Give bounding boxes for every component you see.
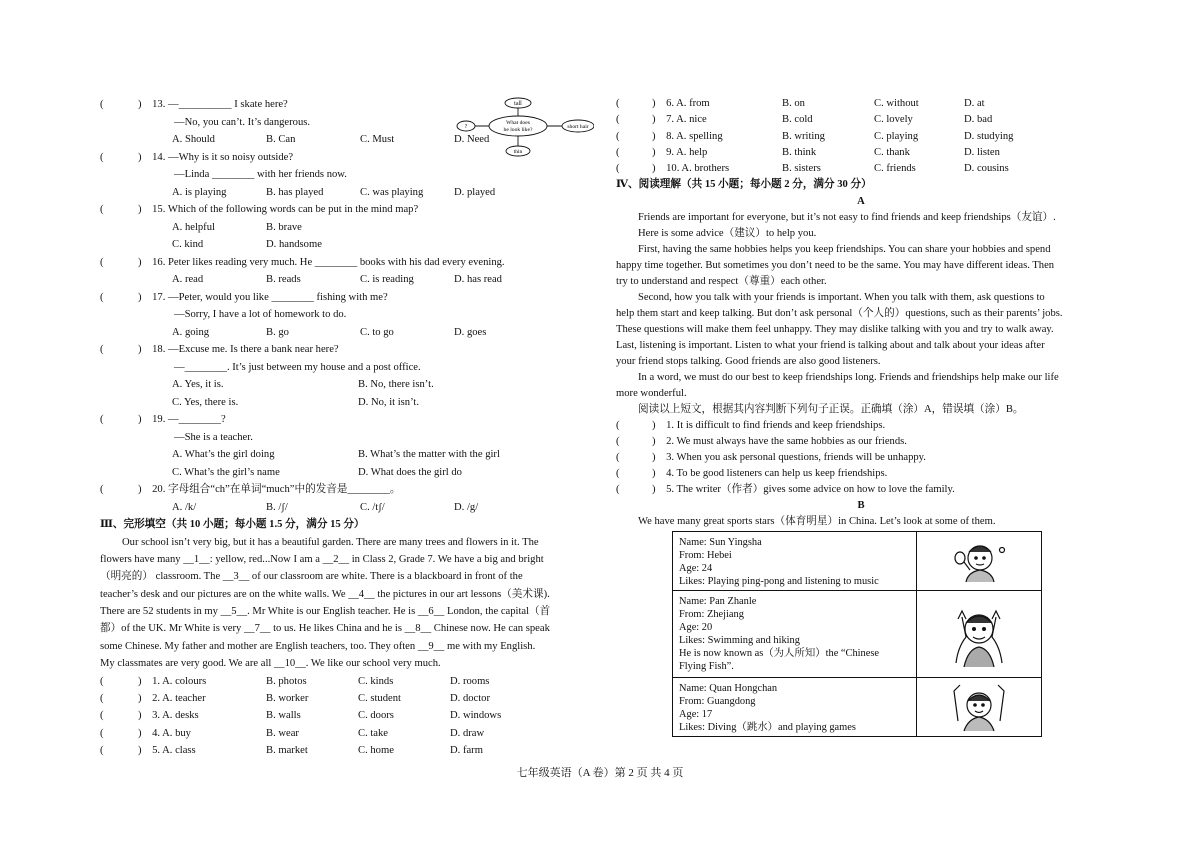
option-c[interactable]: C. lovely (874, 114, 913, 126)
option-b[interactable]: B. reads (266, 274, 301, 285)
question-17-reply: —Sorry, I have a lot of homework to do. (174, 309, 347, 320)
question-14-options (100, 184, 596, 202)
option-d[interactable]: D. draw (450, 727, 485, 739)
option-d[interactable]: D. /g/ (454, 501, 479, 513)
option-c[interactable]: C. take (358, 727, 389, 739)
cloze-option-row-10: ( ) 10. A. brothers B. sisters C. friends D. cousins (616, 161, 1106, 177)
sports-stars-table (672, 531, 1042, 737)
question-18: ( ) 18. —Excuse me. Is there a bank near here? (100, 344, 339, 355)
star-likes: Likes: Swimming and hiking (679, 635, 800, 646)
passage-a-line-3: First, having the same hobbies helps you keep friendships. You can share your hobbies and spend (638, 244, 1051, 256)
reading-section-title: Ⅳ、阅读理解（共 15 小题；每小题 2 分，满分 30 分） (616, 179, 872, 191)
star-from: From: Guangdong (679, 696, 756, 707)
option-d[interactable]: D. studying (964, 130, 1014, 142)
star-picture (917, 532, 1041, 590)
passage-a-line-8: These questions will make them feel unhappy. They may dislike talking with you and try to walk away. (616, 324, 1054, 336)
star-age: Age: 24 (679, 563, 713, 574)
question-15: ( ) 15. Which of the following words can be put in the mind map? (100, 204, 419, 215)
passage-a-line-6: Second, how you talk with your friends is important. When you talk with them, ask questions to (638, 292, 1045, 304)
option-a[interactable]: A. What’s the girl doing (172, 449, 275, 460)
cloze-option-row-4: ( ) 4. A. buy B. wear C. take D. draw (100, 725, 596, 742)
option-c[interactable]: C. playing (874, 130, 919, 142)
passage-a-line-2: Here is some advice（建议）to help you. (638, 228, 817, 240)
reading-instruction: 阅读以上短文，根据其内容判断下列句子正误。正确填（涂）A，错误填（涂）B。 (638, 404, 1024, 416)
statement-5: ( ) 5. The writer（作者）gives some advice on how to love the family. (616, 484, 955, 496)
option-a[interactable]: A. Yes, it is. (172, 379, 224, 390)
star-info (673, 532, 917, 590)
left-column (100, 96, 596, 760)
option-b[interactable]: B. brave (266, 221, 302, 233)
option-c[interactable]: C. is reading (360, 274, 414, 285)
right-column (616, 96, 1106, 530)
option-d[interactable]: D. rooms (450, 675, 490, 687)
statement-4: ( ) 4. To be good listeners can help us keep friendships. (616, 468, 888, 480)
mind-map-top: tall (514, 101, 522, 107)
option-c[interactable]: C. What’s the girl’s name (172, 466, 280, 478)
option-b[interactable]: B. go (266, 326, 289, 338)
passage-a-line-5: try to understand and respect（尊重）each other. (616, 276, 827, 288)
cloze-option-row-2: ( ) 2. A. teacher B. worker C. student D. doctor (100, 690, 596, 707)
cloze-line-5: There are 52 students in my __5__. Mr White is our English teacher. He is __6__ London, the capital（首 (100, 606, 551, 618)
star-age: Age: 17 (679, 709, 713, 720)
table-row (673, 591, 1041, 678)
option-b[interactable]: B. Can (266, 134, 296, 145)
passage-b-label: B (857, 500, 865, 512)
passage-a-line-11: In a word, we must do our best to keep friendships long. Friends and friendships help make our life (638, 372, 1059, 384)
option-c[interactable]: C. home (358, 745, 394, 757)
option-c[interactable]: C. friends (874, 163, 916, 175)
option-b[interactable]: B. writing (782, 130, 825, 142)
question-17-options (100, 324, 596, 342)
option-c[interactable]: C. thank (874, 146, 910, 158)
question-15-options-2 (100, 236, 596, 254)
option-c[interactable]: C. Yes, there is. (172, 396, 239, 408)
option-d[interactable]: D. cousins (964, 163, 1009, 175)
star-likes: Likes: Playing ping-pong and listening to music (679, 576, 879, 587)
star-age: Age: 20 (679, 622, 713, 633)
cloze-option-row-5: ( ) 5. A. class B. market C. home D. farm (100, 742, 596, 759)
question-14: ( ) 14. —Why is it so noisy outside? (100, 151, 294, 163)
option-c[interactable]: C. doors (358, 710, 394, 722)
question-13-reply: —No, you can’t. It’s dangerous. (174, 116, 311, 128)
statement-1: ( ) 1. It is difficult to find friends and keep friendships. (616, 420, 886, 432)
cloze-line-4: teacher’s desk and our pictures are on the white walls. We __4__ the pictures in our art lessons（美术课). (100, 588, 550, 600)
passage-a-line-12: more wonderful. (616, 388, 687, 400)
cloze-line-8: My classmates are very good. We are all __10__. We like our school very much. (100, 658, 441, 670)
passage-a-line-4: happy time together. But sometimes you don’t need to be the same. You may have different ideas. Then (616, 260, 1055, 272)
star-info (673, 678, 917, 736)
option-d[interactable]: D. No, it isn’t. (358, 396, 420, 408)
question-16-options (100, 271, 596, 289)
option-c[interactable]: C. Must (360, 134, 395, 145)
option-d[interactable]: D. at (964, 98, 985, 109)
passage-a-line-10: your friend stops talking. Good friends are also good listeners. (616, 356, 881, 368)
option-b[interactable]: B. /ʃ/ (266, 501, 288, 513)
option-b[interactable]: B. photos (266, 675, 307, 687)
diver-illustration (944, 681, 1014, 733)
option-a[interactable]: A. helpful (172, 221, 215, 233)
option-d[interactable]: D. listen (964, 146, 1000, 158)
cloze-line-6: 都）of the UK. Mr White is very __7__ to us. He likes China and he is __8__ Chinese now. He can speak (100, 623, 550, 635)
cloze-option-row-9: ( ) 9. A. help B. think C. thank D. listen (616, 145, 1106, 161)
page-footer: 七年级英语（A 卷）第 2 页 共 4 页 (516, 767, 684, 779)
cloze-option-row-6: ( ) 6. A. from B. on C. without D. at (616, 96, 1106, 112)
question-19: ( ) 19. —________? (100, 414, 226, 425)
star-name: Name: Pan Zhanle (679, 596, 757, 607)
mind-map-right: short hair (567, 124, 589, 130)
option-b[interactable]: B. has played (266, 186, 324, 198)
option-d[interactable]: D. has read (454, 274, 502, 285)
question-19-options-2 (100, 464, 596, 482)
table-row (673, 678, 1041, 736)
cloze-line-7: some Chinese. My father and mother are English teachers, too. They often __9__ me with my English. (100, 640, 536, 652)
star-from: From: Hebei (679, 550, 732, 561)
option-a[interactable]: A. going (172, 326, 210, 338)
passage-a-line-7: help them start and keep talking. But don’t ask personal（个人的）questions, such as their parents’ jobs. (616, 308, 1063, 320)
question-18-options-1 (100, 376, 596, 394)
cloze-option-row-3: ( ) 3. A. desks B. walls C. doors D. windows (100, 707, 596, 724)
question-13: ( ) 13. —__________ I skate here? (100, 99, 288, 110)
option-a[interactable]: A. read (172, 274, 204, 285)
option-c[interactable]: C. kind (172, 239, 204, 250)
option-a[interactable]: A. is playing (172, 186, 227, 198)
option-c[interactable]: C. student (358, 693, 401, 705)
option-d[interactable]: D. doctor (450, 693, 491, 705)
question-18-reply: —________. It’s just between my house and a post office. (174, 361, 421, 373)
mind-map (454, 96, 594, 158)
option-c[interactable]: C. /tʃ/ (360, 501, 385, 513)
star-note: He is now known as（为人所知）the “Chinese (679, 648, 879, 659)
swimmer-illustration (944, 597, 1014, 671)
option-d[interactable]: D. Need (454, 134, 490, 145)
option-c[interactable]: C. to go (360, 326, 394, 338)
option-d[interactable]: D. goes (454, 326, 487, 338)
option-d[interactable]: D. windows (450, 710, 502, 722)
statement-2: ( ) 2. We must always have the same hobbies as our friends. (616, 436, 907, 448)
star-from: From: Zhejiang (679, 609, 744, 620)
star-name: Name: Sun Yingsha (679, 537, 762, 548)
question-17: ( ) 17. —Peter, would you like ________ fishing with me? (100, 291, 388, 303)
question-18-options-2 (100, 394, 596, 412)
option-b[interactable]: B. market (266, 745, 308, 757)
question-19-reply: —She is a teacher. (174, 431, 253, 443)
option-b[interactable]: B. wear (266, 727, 299, 739)
option-c[interactable]: C. was playing (360, 186, 424, 198)
cloze-line-1: Our school isn’t very big, but it has a beautiful garden. There are many trees and flowers in it. The (122, 536, 539, 548)
star-likes: Likes: Diving（跳水）and playing games (679, 722, 856, 733)
option-d[interactable]: D. handsome (266, 239, 322, 250)
option-b[interactable]: B. walls (266, 710, 301, 722)
table-row (673, 532, 1041, 591)
option-d[interactable]: D. What does the girl do (358, 466, 462, 478)
option-b[interactable]: B. No, there isn’t. (358, 379, 434, 390)
question-15-options-1 (100, 219, 596, 237)
cloze-section-title: Ⅲ、完形填空（共 10 小题；每小题 1.5 分，满分 15 分） (100, 519, 365, 530)
cloze-option-row-7: ( ) 7. A. nice B. cold C. lovely D. bad (616, 112, 1106, 128)
ping-pong-player-illustration (944, 536, 1014, 586)
statement-3: ( ) 3. When you ask personal questions, friends will be unhappy. (616, 452, 926, 464)
option-d[interactable]: D. played (454, 186, 496, 198)
question-19-options-1 (100, 446, 596, 464)
mind-map-bottom: thin (513, 149, 523, 155)
option-b[interactable]: B. worker (266, 693, 309, 705)
option-d[interactable]: D. bad (964, 114, 993, 126)
star-note: Flying Fish”. (679, 661, 734, 672)
question-20: ( ) 20. 字母组合“ch”在单词“much”中的发音是________。 (100, 484, 401, 495)
passage-a-line-1: Friends are important for everyone, but it’s not easy to find friends and keep friendships（友谊）. (638, 212, 1056, 224)
passage-b-intro: We have many great sports stars（体育明星）in China. Let’s look at some of them. (638, 516, 996, 528)
question-20-options (100, 499, 596, 517)
cloze-line-2: flowers have many __1__: yellow, red...Now I am a __2__ in Class 2, Grade 7. We have a big and bright (100, 553, 544, 565)
cloze-option-row-8: ( ) 8. A. spelling B. writing C. playing D. studying (616, 129, 1106, 145)
option-b[interactable]: B. sisters (782, 163, 821, 175)
cloze-line-3: （明亮的） classroom. The __3__ of our classroom are white. There is a blackboard in front of the (100, 571, 523, 583)
option-c[interactable]: C. without (874, 98, 919, 109)
cloze-option-row-1: ( ) 1. A. colours B. photos C. kinds D. rooms (100, 673, 596, 690)
option-a[interactable]: A. /k/ (172, 501, 197, 513)
mind-map-center-2: he look like? (503, 127, 533, 133)
star-picture (917, 678, 1041, 736)
passage-a-line-9: Last, listening is important. Listen to what your friend is talking about and talk about your ideas after (616, 340, 1045, 352)
question-16: ( ) 16. Peter likes reading very much. He ________ books with his dad every evening. (100, 256, 505, 268)
mind-map-left: ? (464, 124, 468, 130)
mind-map-center-1: What does (506, 120, 530, 126)
option-d[interactable]: D. farm (450, 745, 483, 757)
option-b[interactable]: B. What’s the matter with the girl (358, 449, 500, 460)
option-b[interactable]: B. on (782, 98, 805, 109)
option-a[interactable]: A. Should (172, 134, 215, 145)
star-picture (917, 591, 1041, 677)
option-b[interactable]: B. cold (782, 114, 813, 126)
star-name: Name: Quan Hongchan (679, 683, 778, 694)
passage-a-label: A (857, 195, 865, 207)
star-info (673, 591, 917, 677)
question-14-reply: —Linda ________ with her friends now. (174, 169, 347, 180)
option-b[interactable]: B. think (782, 146, 817, 158)
option-c[interactable]: C. kinds (358, 675, 394, 687)
